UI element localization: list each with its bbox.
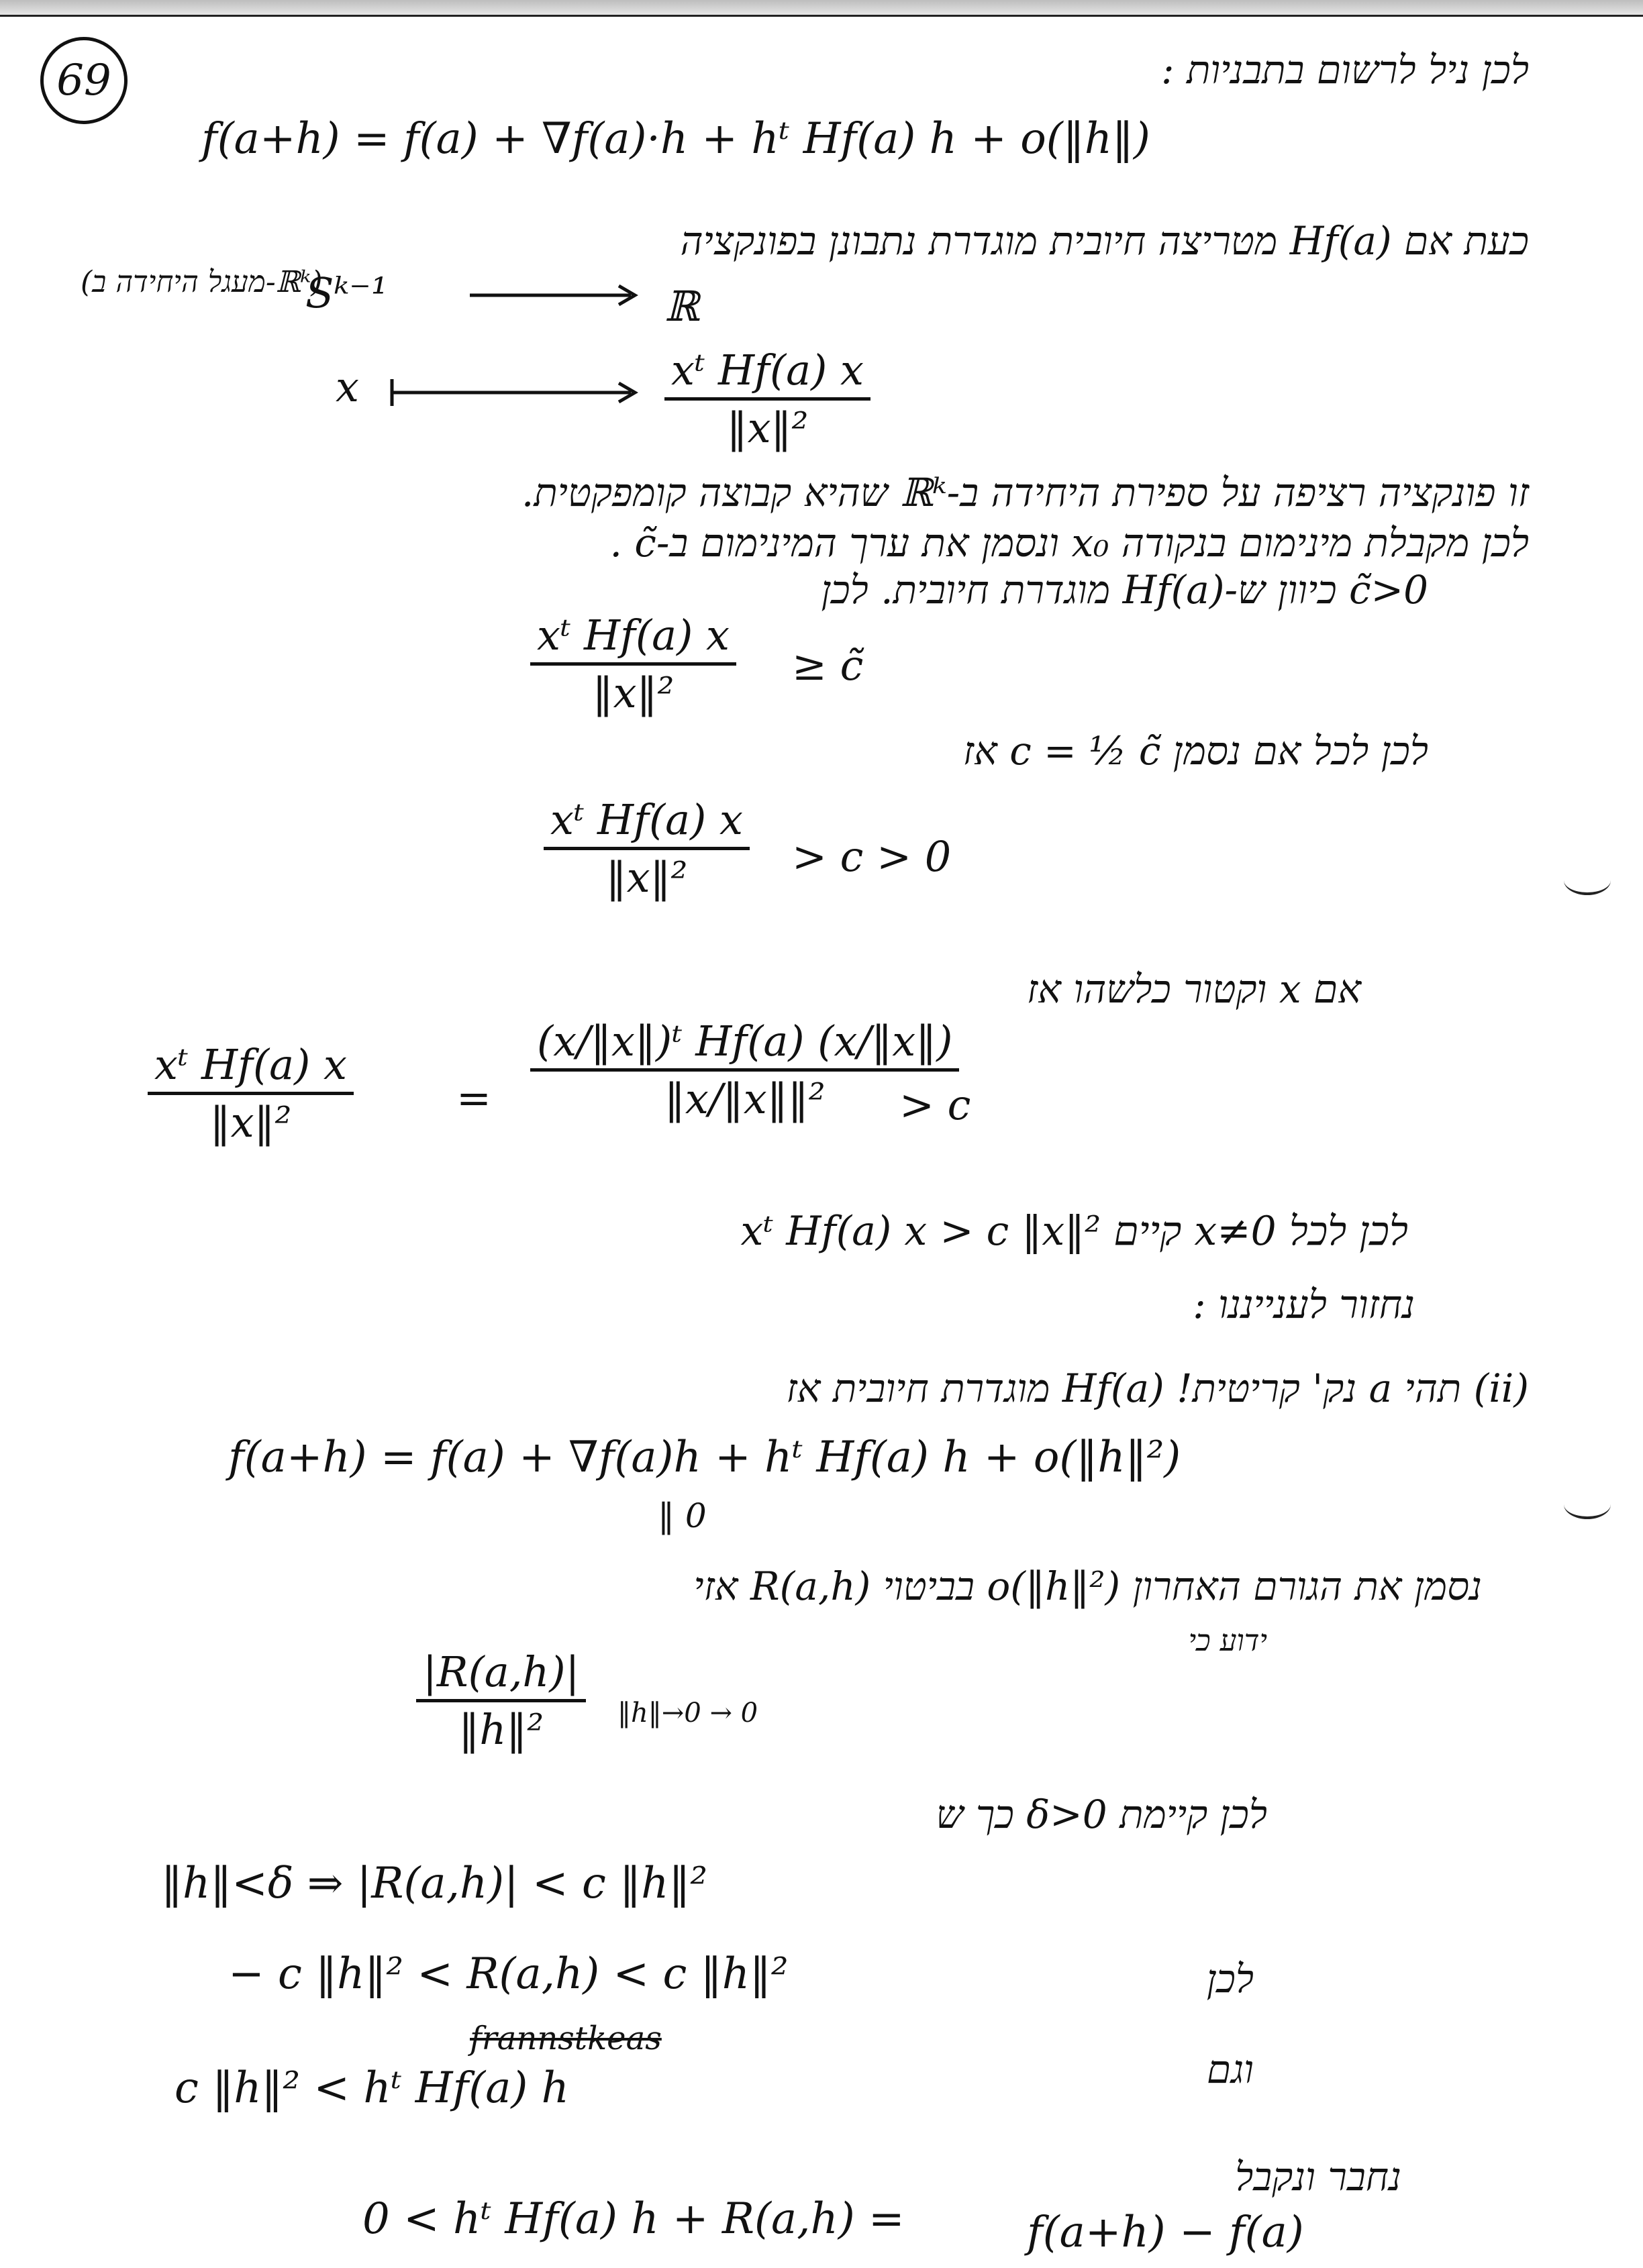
page-number-circle <box>40 37 128 124</box>
hebrew-line-12: לכן קיימת δ>0 כך ש <box>936 1792 1267 1837</box>
eq3-rhs-denominator: ‖x/‖x‖‖² <box>664 1074 826 1123</box>
hebrew-line-5: c̃>0 כיוון ש-Hf(a) מוגדרת חיובית. לכן <box>821 567 1428 613</box>
scan-margin-mark <box>1564 1490 1611 1519</box>
map-x: x <box>336 362 359 411</box>
hebrew-line-2: כעת אם Hf(a) מטריצה חיובית מוגדרת נתבונן בפונקציה <box>680 218 1529 264</box>
eq3-equals: = <box>456 1074 491 1123</box>
eq3-lhs-denominator: ‖x‖² <box>209 1098 292 1147</box>
right-arrow-icon <box>470 282 644 309</box>
hebrew-line-15: נחבר ונקבל <box>1235 2154 1401 2200</box>
scan-top-band <box>0 0 1643 15</box>
taylor-equation: f(a+h) = f(a) + ∇f(a)·h + hᵗ Hf(a) h + o(‖h‖) <box>201 114 1150 164</box>
hebrew-line-1: לכן ניל לרשום בתבניות : <box>1160 47 1529 93</box>
hebrew-line-9: נחזור לענייננו : <box>1193 1282 1415 1327</box>
limit-numerator: |R(a,h)| <box>423 1647 580 1696</box>
delta-implication: ‖h‖<δ ⇒ |R(a,h)| < c ‖h‖² <box>161 1859 708 1908</box>
ineq1-denominator: ‖x‖² <box>592 668 675 717</box>
map-fraction <box>664 346 870 452</box>
map-domain: Sᵏ⁻¹ <box>305 268 388 317</box>
crossed-out-text: frannstkeas <box>470 2020 662 2057</box>
mapsto-arrow-icon <box>389 376 644 409</box>
hebrew-line-8: לכן לכל x≠0 קיים xᵗ Hf(a) x > c ‖x‖² <box>740 1208 1408 1255</box>
hebrew-line-14: וגם <box>1206 2047 1254 2092</box>
hebrew-line-11: נסמן את הגורם האחרון o(‖h‖²) בביטוי R(a,h) אזי <box>693 1563 1482 1609</box>
limit-denominator: ‖h‖² <box>458 1705 544 1754</box>
inequality-1-fraction <box>530 611 736 717</box>
hebrew-line-3: זו פונקציה רציפה על ספירת היחידה ב-ℝᵏ שהיא קבוצה קומפקטית. <box>521 470 1529 515</box>
map-codomain: ℝ <box>664 282 699 331</box>
remainder-bounds: − c ‖h‖² < R(a,h) < c ‖h‖² <box>228 1949 789 1999</box>
hebrew-line-7: אם x וקטור כלשהו אז <box>1026 966 1361 1012</box>
page-number: 69 <box>56 56 111 105</box>
eq3-lhs-fraction <box>148 1040 354 1147</box>
eq3-rhs-numerator: (x/‖x‖)ᵗ Hf(a) (x/‖x‖) <box>537 1017 953 1066</box>
map-denominator: ‖x‖² <box>726 403 809 452</box>
eq3-rhs-fraction <box>530 1017 959 1123</box>
eq3-lhs-numerator: xᵗ Hf(a) x <box>154 1040 347 1089</box>
ineq1-numerator: xᵗ Hf(a) x <box>537 611 730 660</box>
hebrew-line-6: לכן לכל אם נסמן c = ½ c̃ אז <box>962 728 1428 774</box>
limit-arrow: ‖h‖→0 → 0 <box>617 1698 758 1729</box>
hebrew-line-4: לכן מקבלת מינימום בנקודה x₀ ונסמן את ערך המינימום ב-c̃ . <box>609 520 1529 566</box>
final-inequality: 0 < hᵗ Hf(a) h + R(a,h) = <box>362 2194 905 2244</box>
mapsto-arrow <box>389 376 644 409</box>
map-arrow <box>470 282 644 309</box>
scan-margin-mark <box>1564 866 1611 895</box>
hebrew-line-13: לכן <box>1206 1956 1254 2002</box>
limit-fraction <box>416 1647 586 1754</box>
hebrew-line-10: (ii) תהי a נק' קריטית! Hf(a) מוגדרת חיובית אז <box>786 1365 1529 1411</box>
quadratic-lower-bound: c ‖h‖² < hᵗ Hf(a) h <box>175 2063 569 2113</box>
ineq2-rhs: > c > 0 <box>792 832 952 881</box>
ineq2-denominator: ‖x‖² <box>605 853 688 902</box>
final-difference: f(a+h) − f(a) <box>1027 2208 1304 2257</box>
hebrew-line-11-sub: ידוע כי <box>1188 1624 1267 1658</box>
ineq2-numerator: xᵗ Hf(a) x <box>550 795 743 844</box>
scan-top-rule <box>0 15 1643 17</box>
inequality-2-fraction <box>544 795 750 902</box>
map-numerator: xᵗ Hf(a) x <box>671 346 864 395</box>
taylor-equation-2: f(a+h) = f(a) + ∇f(a)h + hᵗ Hf(a) h + o(‖h‖²) <box>228 1433 1181 1482</box>
eq3-rhs-tail: > c <box>899 1080 971 1129</box>
ineq1-rhs: ≥ c̃ <box>792 641 864 690</box>
gradient-zero-note: ‖ 0 <box>658 1496 707 1535</box>
map-note: (מעגל היחידה ב-ℝᵏ) <box>81 265 323 299</box>
